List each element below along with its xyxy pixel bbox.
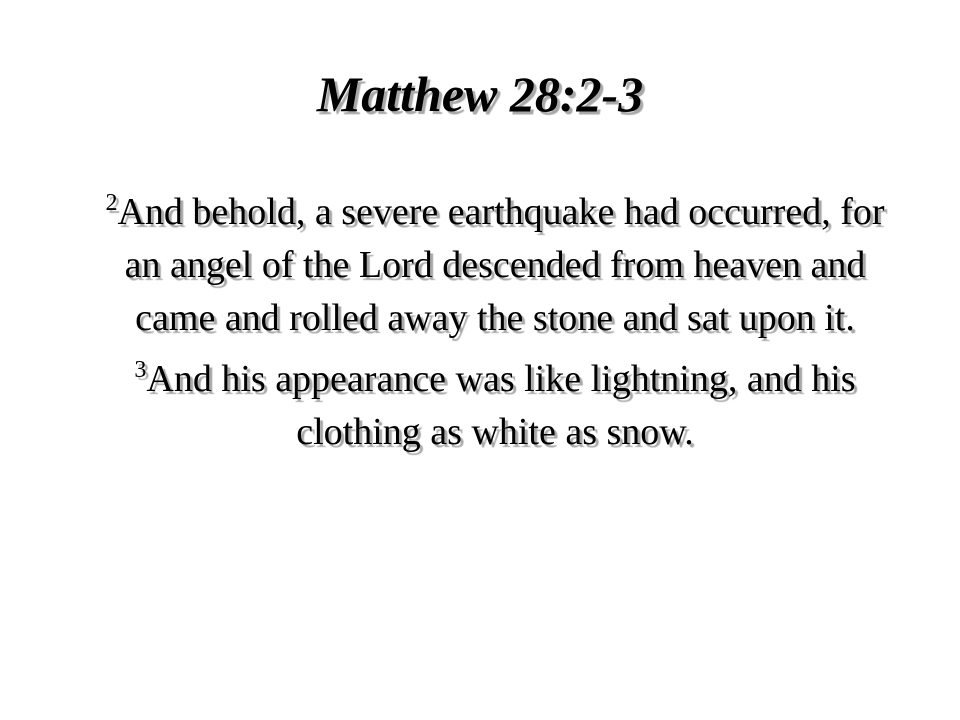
verse-text: And behold, a severe earthquake had occurred, for an angel of the Lord descended from heaven and came and rolled away the stone and sat upon it.: [117, 191, 885, 339]
slide-title: Matthew 28:2-3: [316, 66, 644, 122]
verse-number: 2: [105, 190, 118, 216]
verse-text-block: [100, 186, 890, 459]
verse-text: And his appearance was like lightning, and his clothing as white as snow.: [146, 358, 856, 453]
verse-2: [100, 186, 890, 345]
verse-3: [100, 353, 890, 459]
verse-number: 3: [134, 357, 147, 383]
